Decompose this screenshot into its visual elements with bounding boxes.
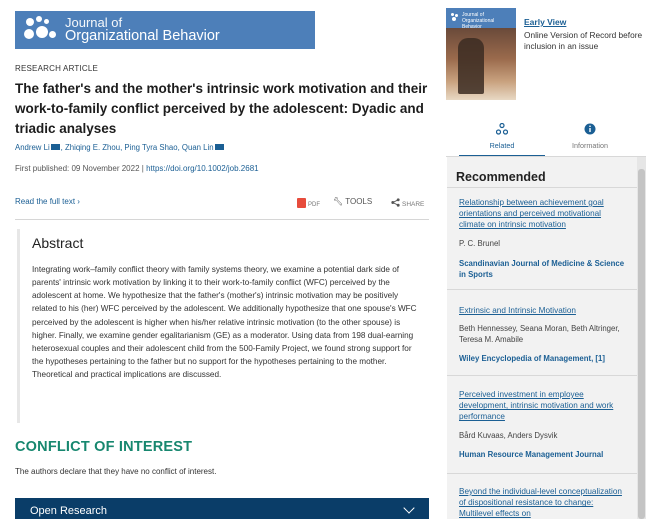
email-icon[interactable] (215, 144, 224, 150)
tab-related[interactable]: Related (459, 123, 545, 157)
recommended-source[interactable]: Scandinavian Journal of Medicine & Science in Sports (459, 258, 625, 279)
recommended-title-link[interactable]: Relationship between achievement goal orientations and perceived motivational climate on intrinsic motivation (459, 198, 604, 230)
info-icon (584, 123, 596, 135)
doi-link[interactable]: https://doi.org/10.1002/job.2681 (146, 164, 259, 173)
journal-cover-image[interactable] (446, 8, 516, 100)
recommended-title-link[interactable]: Perceived investment in employee development, intrinsic motivation and work performance (459, 390, 614, 422)
article-title: The father's and the mother's intrinsic work motivation and their work-to-family conflict perceived by the adolescent: Dyadic and triadic analyses (15, 81, 428, 136)
recommended-heading: Recommended (456, 170, 546, 184)
recommended-item (459, 486, 627, 519)
sidebar-tabs (459, 123, 645, 157)
recommended-authors: Bård Kuvaas, Anders Dysvik (459, 430, 558, 440)
journal-banner[interactable] (15, 11, 315, 49)
divider (447, 375, 637, 376)
recommended-title-link[interactable]: Extrinsic and Intrinsic Motivation (459, 306, 576, 315)
abstract-text: Integrating work–family conflict theory with family systems theory, we examine a potential dark side of parents' intrinsic work motivation by linking it to their work-to-family conflict (WFC) perceived by the adolescent at home. We hypothesize that the father's (mother's) intrinsic motivation may be positively related to his (her) WFC perceived by the adolescent. We additionally hypothesize that one spouse's WFC perceived by the adolescent is higher when his/her relative intrinsic motivation (to the other spouse) is higher. Finally, we examine gender egalitarianism (GE) as a moderator. Using data from 198 dual-earning heterosexual couples and their adolescent child from the 500-Family Project, we found strong support for the hypotheses pertaining to the father but no support for the hypotheses pertaining to the mother. Theoretical and practical implications are discussed. (32, 265, 417, 380)
pdf-icon (297, 198, 306, 208)
open-research-label: Open Research (30, 505, 108, 517)
article-toolbar (15, 197, 429, 211)
recommended-item (459, 197, 627, 280)
wrench-icon: 🔧︎ (333, 197, 344, 206)
author-link[interactable]: Zhiqing E. Zhou (65, 143, 121, 152)
email-icon[interactable] (51, 144, 60, 150)
separator: | (141, 164, 147, 173)
abstract-section (17, 229, 429, 423)
chevron-right-icon: › (77, 197, 80, 206)
publication-info (15, 164, 259, 173)
pdf-button[interactable]: PDF (297, 198, 320, 208)
abstract-heading: Abstract (32, 235, 84, 251)
share-icon (391, 198, 400, 207)
cover-title: Journal of Organizational Behavior (462, 12, 495, 30)
scrollbar-thumb[interactable] (638, 169, 645, 519)
tools-button[interactable]: 🔧︎ TOOLS (333, 197, 373, 206)
recommended-item (459, 305, 627, 364)
tab-information[interactable]: Information (547, 123, 633, 157)
journal-name: Organizational Behavior (65, 28, 220, 45)
recommended-panel (447, 157, 637, 519)
early-view-description: Online Version of Record before inclusion in an issue (524, 30, 643, 51)
share-button[interactable]: SHARE (391, 198, 424, 208)
cover-photo (458, 38, 484, 94)
article-type: RESEARCH ARTICLE (15, 64, 99, 73)
conflict-of-interest-heading: CONFLICT OF INTEREST (15, 439, 193, 455)
conflict-of-interest-text: The authors declare that they have no conflict of interest. (15, 467, 217, 476)
author-link[interactable]: Andrew Li (15, 143, 50, 152)
recommended-title-link[interactable]: Beyond the individual‐level conceptualization of dispositional resistance to change: Multilevel effects on (459, 487, 622, 519)
recommended-source[interactable]: Human Resource Management Journal (459, 449, 604, 459)
recommended-authors: Beth Hennessey, Seana Moran, Beth Altringer, Teresa M. Amabile (459, 324, 620, 345)
journal-logo-icon (23, 15, 59, 45)
chevron-down-icon (403, 502, 414, 513)
author-link[interactable]: Quan Lin (181, 143, 214, 152)
recommended-source[interactable]: Wiley Encyclopedia of Management, [1] (459, 354, 605, 364)
divider (447, 289, 637, 290)
divider (447, 187, 637, 188)
recommended-item (459, 389, 627, 460)
journal-logo-icon (451, 13, 460, 21)
sidebar-scrollbar[interactable] (637, 157, 646, 519)
related-network-icon (496, 123, 508, 135)
published-date: First published: 09 November 2022 (15, 164, 140, 173)
open-research-accordion[interactable] (15, 498, 429, 519)
read-full-text-link[interactable]: Read the full text › (15, 197, 80, 206)
divider (447, 473, 637, 474)
author-link[interactable]: Ping Tyra Shao (124, 143, 178, 152)
recommended-authors: P. C. Brunel (459, 238, 501, 248)
divider (15, 219, 429, 220)
early-view-link[interactable]: Early View (524, 17, 567, 27)
author-list: Andrew Li , Zhiqing E. Zhou, Ping Tyra Shao, Quan Lin (15, 143, 225, 152)
journal-prefix: Journal of (65, 14, 123, 30)
